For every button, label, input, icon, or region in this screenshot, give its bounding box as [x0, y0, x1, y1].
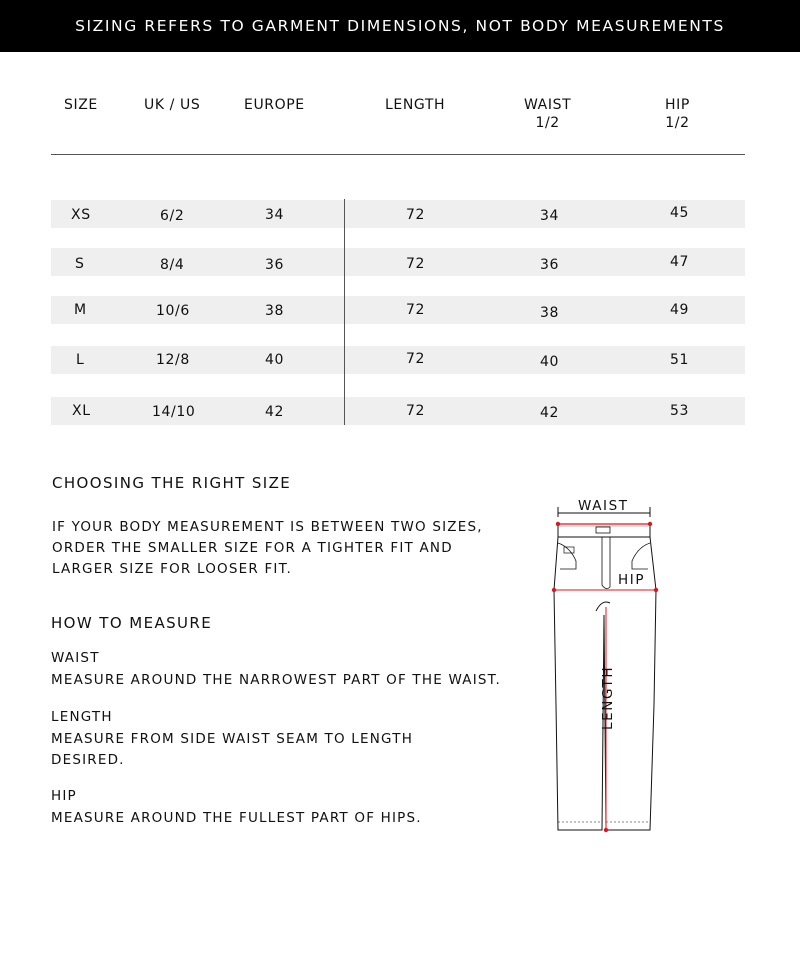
cell-length: 72	[406, 403, 426, 419]
header-size: SIZE	[64, 97, 98, 113]
header-hip: HIP 1/2	[665, 97, 690, 131]
hip-instruction: MEASURE AROUND THE FULLEST PART OF HIPS.	[51, 810, 422, 826]
choosing-size-text: IF YOUR BODY MEASUREMENT IS BETWEEN TWO SIZES, ORDER THE SMALLER SIZE FOR A TIGHTER FIT AND LARGER SIZE FOR LOOSER FIT.	[52, 519, 483, 577]
waist-instruction: MEASURE AROUND THE NARROWEST PART OF THE WAIST.	[51, 672, 501, 688]
cell-uk-us: 10/6	[156, 303, 190, 319]
cell-length: 72	[406, 302, 426, 318]
table-row	[51, 200, 745, 228]
cell-uk-us: 8/4	[160, 257, 185, 273]
cell-waist: 42	[540, 405, 560, 421]
hip-label: HIP	[51, 788, 77, 804]
cell-hip: 47	[670, 254, 690, 270]
cell-hip: 53	[670, 403, 690, 419]
column-divider	[344, 199, 345, 425]
header-length: LENGTH	[385, 97, 446, 113]
waist-label: WAIST	[51, 650, 100, 666]
cell-size: XS	[71, 207, 91, 223]
cell-size: M	[74, 302, 87, 318]
cell-waist: 40	[540, 354, 560, 370]
header-uk-us: UK / US	[144, 97, 201, 113]
cell-hip: 45	[670, 205, 690, 221]
cell-europe: 42	[265, 404, 285, 420]
cell-hip: 51	[670, 352, 690, 368]
header-waist: WAIST 1/2	[524, 97, 572, 131]
cell-europe: 40	[265, 352, 285, 368]
cell-europe: 36	[265, 257, 285, 273]
cell-size: XL	[72, 403, 91, 419]
cell-uk-us: 6/2	[160, 208, 185, 224]
cell-length: 72	[406, 256, 426, 272]
table-row	[51, 248, 745, 276]
cell-europe: 34	[265, 207, 285, 223]
header-europe: EUROPE	[244, 97, 305, 113]
how-to-measure-heading: HOW TO MEASURE	[51, 614, 213, 632]
sizing-notice-banner: SIZING REFERS TO GARMENT DIMENSIONS, NOT BODY MEASUREMENTS	[0, 0, 800, 52]
diagram-waist-label: WAIST	[578, 498, 629, 514]
header-divider	[51, 154, 745, 155]
diagram-length-label: LENGTH	[600, 665, 616, 730]
cell-length: 72	[406, 351, 426, 367]
cell-hip: 49	[670, 302, 690, 318]
cell-length: 72	[406, 207, 426, 223]
cell-waist: 36	[540, 257, 560, 273]
cell-size: S	[75, 256, 85, 272]
cell-size: L	[76, 352, 85, 368]
cell-uk-us: 14/10	[152, 404, 196, 420]
cell-uk-us: 12/8	[156, 352, 190, 368]
cell-europe: 38	[265, 303, 285, 319]
cell-waist: 34	[540, 208, 560, 224]
choosing-size-heading: CHOOSING THE RIGHT SIZE	[52, 474, 292, 492]
length-label: LENGTH	[51, 709, 113, 725]
length-instruction: MEASURE FROM SIDE WAIST SEAM TO LENGTH DESIRED.	[51, 731, 414, 768]
jeans-diagram	[540, 495, 670, 840]
diagram-hip-label: HIP	[618, 572, 646, 588]
cell-waist: 38	[540, 305, 560, 321]
